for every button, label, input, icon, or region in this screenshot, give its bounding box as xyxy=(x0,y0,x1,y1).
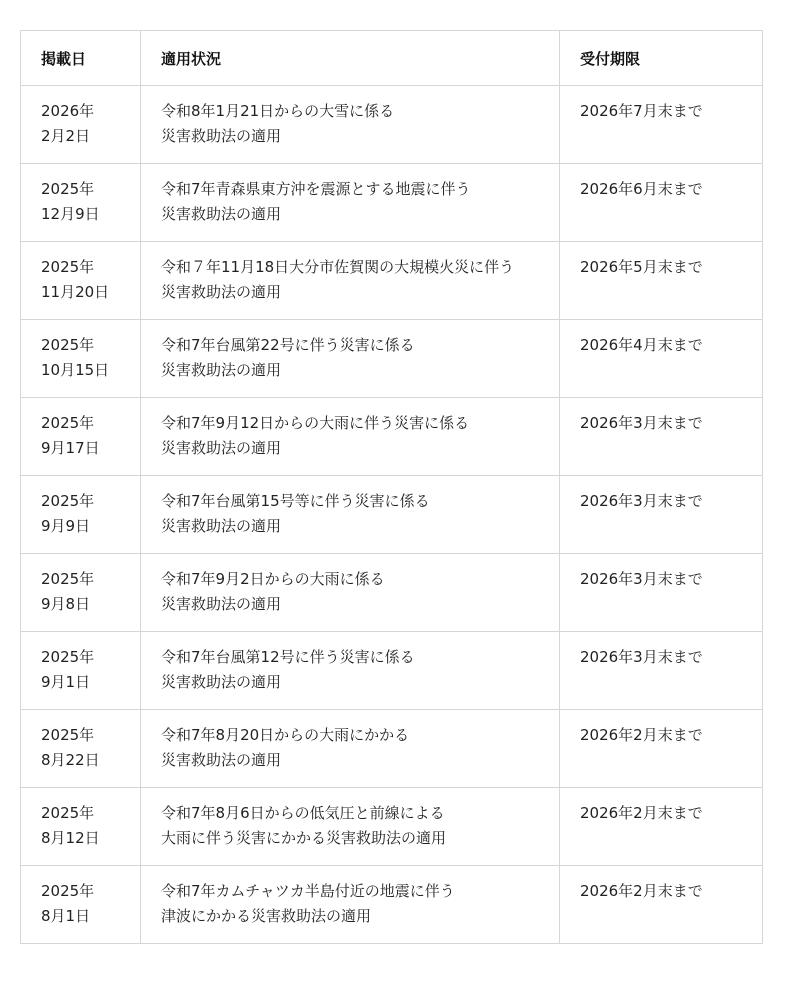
cell-date xyxy=(21,164,141,242)
status-line: 令和7年8月20日からの大雨にかかる xyxy=(161,726,410,744)
date-line: 10月15日 xyxy=(41,361,110,379)
table-row xyxy=(21,476,763,554)
cell-date xyxy=(21,242,141,320)
date-line: 11月20日 xyxy=(41,283,110,301)
status-line: 災害救助法の適用 xyxy=(161,361,282,379)
table-row xyxy=(21,632,763,710)
table-row xyxy=(21,710,763,788)
cell-deadline: 2026年2月末まで xyxy=(560,866,763,944)
status-line: 災害救助法の適用 xyxy=(161,439,282,457)
date-line: 9月1日 xyxy=(41,673,91,691)
table-row xyxy=(21,86,763,164)
cell-date xyxy=(21,632,141,710)
cell-status xyxy=(141,242,560,320)
cell-deadline: 2026年2月末まで xyxy=(560,788,763,866)
cell-date xyxy=(21,320,141,398)
status-line: 令和7年9月2日からの大雨に係る xyxy=(161,570,385,588)
cell-deadline: 2026年3月末まで xyxy=(560,476,763,554)
status-line: 災害救助法の適用 xyxy=(161,517,282,535)
cell-status xyxy=(141,632,560,710)
status-line: 災害救助法の適用 xyxy=(161,595,282,613)
cell-deadline: 2026年5月末まで xyxy=(560,242,763,320)
status-line: 災害救助法の適用 xyxy=(161,205,282,223)
status-line: 津波にかかる災害救助法の適用 xyxy=(161,907,372,925)
cell-date xyxy=(21,866,141,944)
table-row xyxy=(21,554,763,632)
status-line: 令和7年台風第12号に伴う災害に係る xyxy=(161,648,415,666)
date-line: 2025年 xyxy=(41,180,95,198)
table-row xyxy=(21,164,763,242)
disaster-relief-table xyxy=(20,30,763,944)
cell-deadline: 2026年3月末まで xyxy=(560,554,763,632)
cell-deadline: 2026年7月末まで xyxy=(560,86,763,164)
status-line: 大雨に伴う災害にかかる災害救助法の適用 xyxy=(161,829,447,847)
cell-date xyxy=(21,554,141,632)
cell-date xyxy=(21,710,141,788)
status-line: 災害救助法の適用 xyxy=(161,751,282,769)
date-line: 2025年 xyxy=(41,648,95,666)
date-line: 2025年 xyxy=(41,804,95,822)
status-line: 令和7年9月12日からの大雨に伴う災害に係る xyxy=(161,414,470,432)
cell-status xyxy=(141,476,560,554)
table-row xyxy=(21,320,763,398)
status-line: 災害救助法の適用 xyxy=(161,283,282,301)
cell-status xyxy=(141,710,560,788)
cell-date xyxy=(21,398,141,476)
date-line: 8月1日 xyxy=(41,907,91,925)
status-line: 令和8年1月21日からの大雪に係る xyxy=(161,102,395,120)
cell-deadline: 2026年4月末まで xyxy=(560,320,763,398)
cell-deadline: 2026年3月末まで xyxy=(560,398,763,476)
status-line: 令和７年11月18日大分市佐賀関の大規模火災に伴う xyxy=(161,258,515,276)
header-status: 適用状況 xyxy=(141,31,560,86)
date-line: 2025年 xyxy=(41,570,95,588)
table-row xyxy=(21,866,763,944)
table-row xyxy=(21,242,763,320)
cell-date xyxy=(21,476,141,554)
cell-status xyxy=(141,398,560,476)
status-line: 令和7年台風第22号に伴う災害に係る xyxy=(161,336,415,354)
status-line: 災害救助法の適用 xyxy=(161,127,282,145)
table-row xyxy=(21,788,763,866)
date-line: 2026年 xyxy=(41,102,95,120)
date-line: 2月2日 xyxy=(41,127,91,145)
cell-status xyxy=(141,320,560,398)
date-line: 2025年 xyxy=(41,414,95,432)
cell-status xyxy=(141,86,560,164)
status-line: 令和7年カムチャツカ半島付近の地震に伴う xyxy=(161,882,455,900)
cell-status xyxy=(141,164,560,242)
table-body xyxy=(21,86,763,944)
header-deadline: 受付期限 xyxy=(560,31,763,86)
cell-deadline: 2026年3月末まで xyxy=(560,632,763,710)
status-line: 災害救助法の適用 xyxy=(161,673,282,691)
date-line: 2025年 xyxy=(41,882,95,900)
date-line: 2025年 xyxy=(41,258,95,276)
date-line: 8月22日 xyxy=(41,751,100,769)
date-line: 2025年 xyxy=(41,492,95,510)
status-line: 令和7年青森県東方沖を震源とする地震に伴う xyxy=(161,180,471,198)
table-header-row xyxy=(21,31,763,86)
table-row xyxy=(21,398,763,476)
cell-deadline: 2026年2月末まで xyxy=(560,710,763,788)
date-line: 9月9日 xyxy=(41,517,91,535)
date-line: 2025年 xyxy=(41,336,95,354)
status-line: 令和7年8月6日からの低気圧と前線による xyxy=(161,804,445,822)
date-line: 12月9日 xyxy=(41,205,100,223)
header-date: 掲載日 xyxy=(21,31,141,86)
cell-deadline: 2026年6月末まで xyxy=(560,164,763,242)
date-line: 9月17日 xyxy=(41,439,100,457)
date-line: 8月12日 xyxy=(41,829,100,847)
cell-status xyxy=(141,866,560,944)
date-line: 2025年 xyxy=(41,726,95,744)
cell-date xyxy=(21,788,141,866)
status-line: 令和7年台風第15号等に伴う災害に係る xyxy=(161,492,430,510)
cell-date xyxy=(21,86,141,164)
cell-status xyxy=(141,554,560,632)
cell-status xyxy=(141,788,560,866)
date-line: 9月8日 xyxy=(41,595,91,613)
